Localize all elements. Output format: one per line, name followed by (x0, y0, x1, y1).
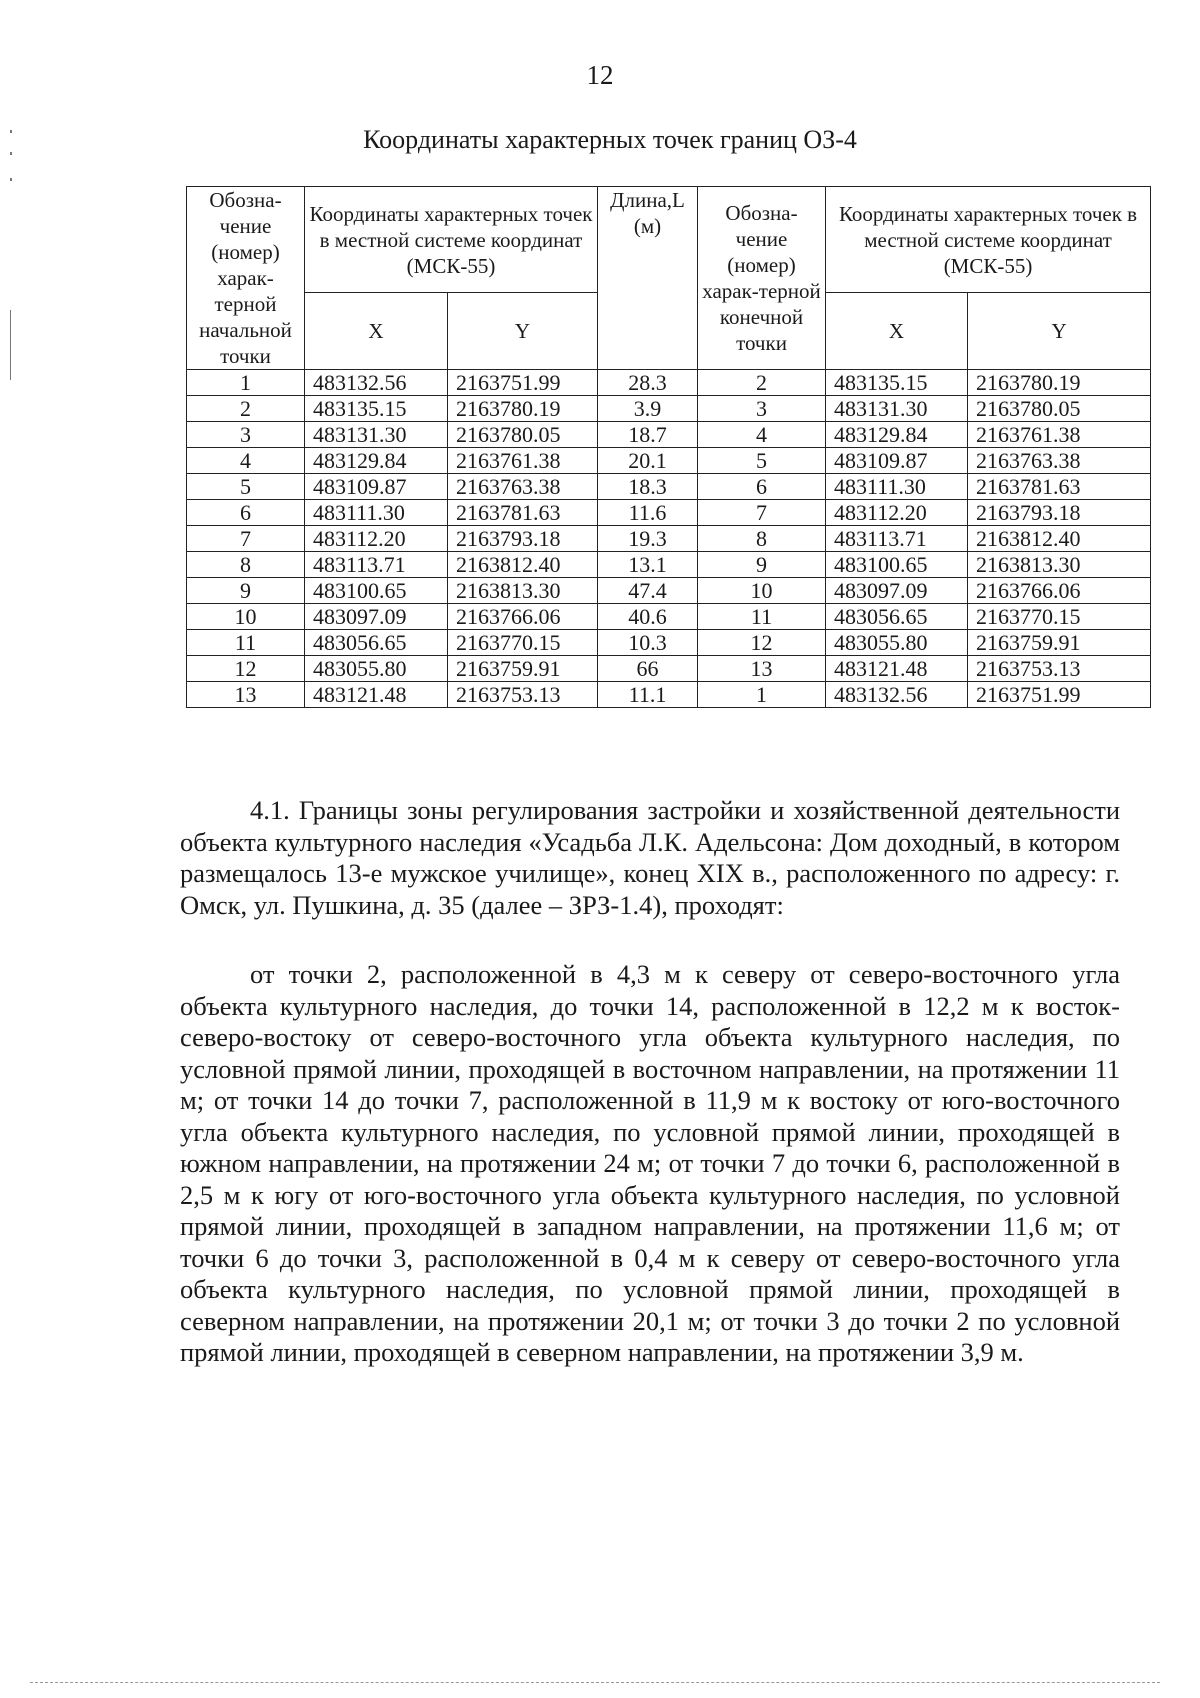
length-cell: 3.9 (598, 396, 698, 422)
end-point-cell: 5 (698, 448, 826, 474)
end-point-cell: 7 (698, 500, 826, 526)
table-row (187, 630, 1151, 656)
header-end-point: Обозна-чение (номер) харак-терной конечной точки (698, 187, 826, 370)
table-row (187, 526, 1151, 552)
start-x-cell: 483113.71 (305, 552, 448, 578)
table-body (187, 370, 1151, 708)
table-row (187, 682, 1151, 708)
length-cell: 20.1 (598, 448, 698, 474)
end-point-cell: 9 (698, 552, 826, 578)
table-row (187, 656, 1151, 682)
start-point-cell: 11 (187, 630, 305, 656)
start-y-cell: 2163793.18 (448, 526, 598, 552)
header-end-coords: Координаты характерных точек в местной системе координат (МСК-55) (826, 187, 1151, 293)
start-point-cell: 3 (187, 422, 305, 448)
start-x-cell: 483132.56 (305, 370, 448, 396)
table-row (187, 604, 1151, 630)
end-point-cell: 4 (698, 422, 826, 448)
start-x-cell: 483135.15 (305, 396, 448, 422)
start-y-cell: 2163759.91 (448, 656, 598, 682)
table-row (187, 578, 1151, 604)
start-y-cell: 2163770.15 (448, 630, 598, 656)
end-x-cell: 483100.65 (826, 552, 968, 578)
table-row (187, 474, 1151, 500)
end-point-cell: 1 (698, 682, 826, 708)
length-cell: 18.3 (598, 474, 698, 500)
page-number: 12 (586, 60, 614, 90)
start-point-cell: 2 (187, 396, 305, 422)
end-point-cell: 8 (698, 526, 826, 552)
header-end-y: Y (968, 293, 1151, 370)
start-x-cell: 483111.30 (305, 500, 448, 526)
start-x-cell: 483131.30 (305, 422, 448, 448)
end-x-cell: 483129.84 (826, 422, 968, 448)
start-point-cell: 7 (187, 526, 305, 552)
coordinates-table (186, 186, 1151, 708)
end-x-cell: 483113.71 (826, 526, 968, 552)
end-y-cell: 2163781.63 (968, 474, 1151, 500)
start-point-cell: 12 (187, 656, 305, 682)
paragraph-boundary-description: от точки 2, расположенной в 4,3 м к северу от северо-восточного угла объекта культурного наследия, до точки 14, расположенной в 12,2 м к восток-северо-востоку от северо-восточного угла объекта культурного наследия, по условной прямой линии, проходящей в восточном направлении, на протяжении 11 м; от точки 14 до точки 7, расположенной в 11,9 м к востоку от юго-восточного угла объекта культурного наследия, по условной прямой линии, проходящей в южном направлении, на протяжении 24 м; от точки 7 до точки 6, расположенной в 2,5 м к югу от юго-восточного угла объекта культурного наследия, по условной прямой линии, проходящей в западном направлении, на протяжении 11,6 м; от точки 6 до точки 3, расположенной в 0,4 м к северу от северо-восточного угла объекта культурного наследия, по условной прямой линии, проходящей в северном направлении, на протяжении 20,1 м; от точки 3 до точки 2 по условной прямой линии, проходящей в северном направлении, на протяжении 3,9 м. (180, 959, 1120, 1367)
end-y-cell: 2163763.38 (968, 448, 1151, 474)
length-cell: 13.1 (598, 552, 698, 578)
end-y-cell: 2163761.38 (968, 422, 1151, 448)
start-x-cell: 483055.80 (305, 656, 448, 682)
end-y-cell: 2163759.91 (968, 630, 1151, 656)
end-point-cell: 13 (698, 656, 826, 682)
start-y-cell: 2163751.99 (448, 370, 598, 396)
end-x-cell: 483132.56 (826, 682, 968, 708)
table-row (187, 370, 1151, 396)
table-header-row (187, 187, 1151, 293)
length-cell: 47.4 (598, 578, 698, 604)
start-point-cell: 5 (187, 474, 305, 500)
start-y-cell: 2163780.05 (448, 422, 598, 448)
length-cell: 40.6 (598, 604, 698, 630)
length-cell: 10.3 (598, 630, 698, 656)
start-point-cell: 9 (187, 578, 305, 604)
end-y-cell: 2163793.18 (968, 500, 1151, 526)
table-row (187, 448, 1151, 474)
length-cell: 19.3 (598, 526, 698, 552)
header-start-point: Обозна-чение (номер) харак-терной начальной точки (187, 187, 305, 370)
header-start-x: X (305, 293, 448, 370)
end-point-cell: 10 (698, 578, 826, 604)
header-start-y: Y (448, 293, 598, 370)
end-y-cell: 2163766.06 (968, 578, 1151, 604)
start-point-cell: 13 (187, 682, 305, 708)
start-y-cell: 2163761.38 (448, 448, 598, 474)
start-x-cell: 483056.65 (305, 630, 448, 656)
start-point-cell: 10 (187, 604, 305, 630)
start-x-cell: 483129.84 (305, 448, 448, 474)
start-x-cell: 483109.87 (305, 474, 448, 500)
end-point-cell: 2 (698, 370, 826, 396)
start-y-cell: 2163812.40 (448, 552, 598, 578)
start-y-cell: 2163763.38 (448, 474, 598, 500)
header-length: Длина,L (м) (598, 187, 698, 370)
start-y-cell: 2163753.13 (448, 682, 598, 708)
table-row (187, 552, 1151, 578)
scan-bottom-edge (30, 1682, 1160, 1683)
end-x-cell: 483109.87 (826, 448, 968, 474)
table-title: Координаты характерных точек границ ОЗ-4 (363, 125, 857, 154)
start-y-cell: 2163766.06 (448, 604, 598, 630)
paragraph-4-1: 4.1. Границы зоны регулирования застройки и хозяйственной деятельности объекта культурного наследия «Усадьба Л.К. Адельсона: Дом доходный, в котором размещалось 13-е мужское училище», конец XIX в., расположенного по адресу: г. Омск, ул. Пушкина, д. 35 (далее – ЗРЗ-1.4), проходят: (180, 795, 1120, 920)
end-x-cell: 483097.09 (826, 578, 968, 604)
end-point-cell: 12 (698, 630, 826, 656)
end-y-cell: 2163812.40 (968, 526, 1151, 552)
start-x-cell: 483112.20 (305, 526, 448, 552)
end-point-cell: 6 (698, 474, 826, 500)
end-x-cell: 483055.80 (826, 630, 968, 656)
table-row (187, 422, 1151, 448)
start-x-cell: 483100.65 (305, 578, 448, 604)
start-x-cell: 483121.48 (305, 682, 448, 708)
start-x-cell: 483097.09 (305, 604, 448, 630)
end-y-cell: 2163751.99 (968, 682, 1151, 708)
end-y-cell: 2163780.05 (968, 396, 1151, 422)
end-y-cell: 2163753.13 (968, 656, 1151, 682)
length-cell: 18.7 (598, 422, 698, 448)
end-x-cell: 483135.15 (826, 370, 968, 396)
start-y-cell: 2163780.19 (448, 396, 598, 422)
end-x-cell: 483131.30 (826, 396, 968, 422)
start-y-cell: 2163781.63 (448, 500, 598, 526)
end-x-cell: 483121.48 (826, 656, 968, 682)
start-point-cell: 8 (187, 552, 305, 578)
start-point-cell: 1 (187, 370, 305, 396)
length-cell: 66 (598, 656, 698, 682)
length-cell: 11.1 (598, 682, 698, 708)
end-x-cell: 483112.20 (826, 500, 968, 526)
table-row (187, 500, 1151, 526)
table-row (187, 396, 1151, 422)
length-cell: 28.3 (598, 370, 698, 396)
end-y-cell: 2163813.30 (968, 552, 1151, 578)
end-y-cell: 2163780.19 (968, 370, 1151, 396)
start-point-cell: 4 (187, 448, 305, 474)
end-x-cell: 483056.65 (826, 604, 968, 630)
start-y-cell: 2163813.30 (448, 578, 598, 604)
end-x-cell: 483111.30 (826, 474, 968, 500)
end-point-cell: 3 (698, 396, 826, 422)
end-point-cell: 11 (698, 604, 826, 630)
header-end-x: X (826, 293, 968, 370)
header-start-coords: Координаты характерных точек в местной системе координат (МСК-55) (305, 187, 598, 293)
end-y-cell: 2163770.15 (968, 604, 1151, 630)
start-point-cell: 6 (187, 500, 305, 526)
length-cell: 11.6 (598, 500, 698, 526)
